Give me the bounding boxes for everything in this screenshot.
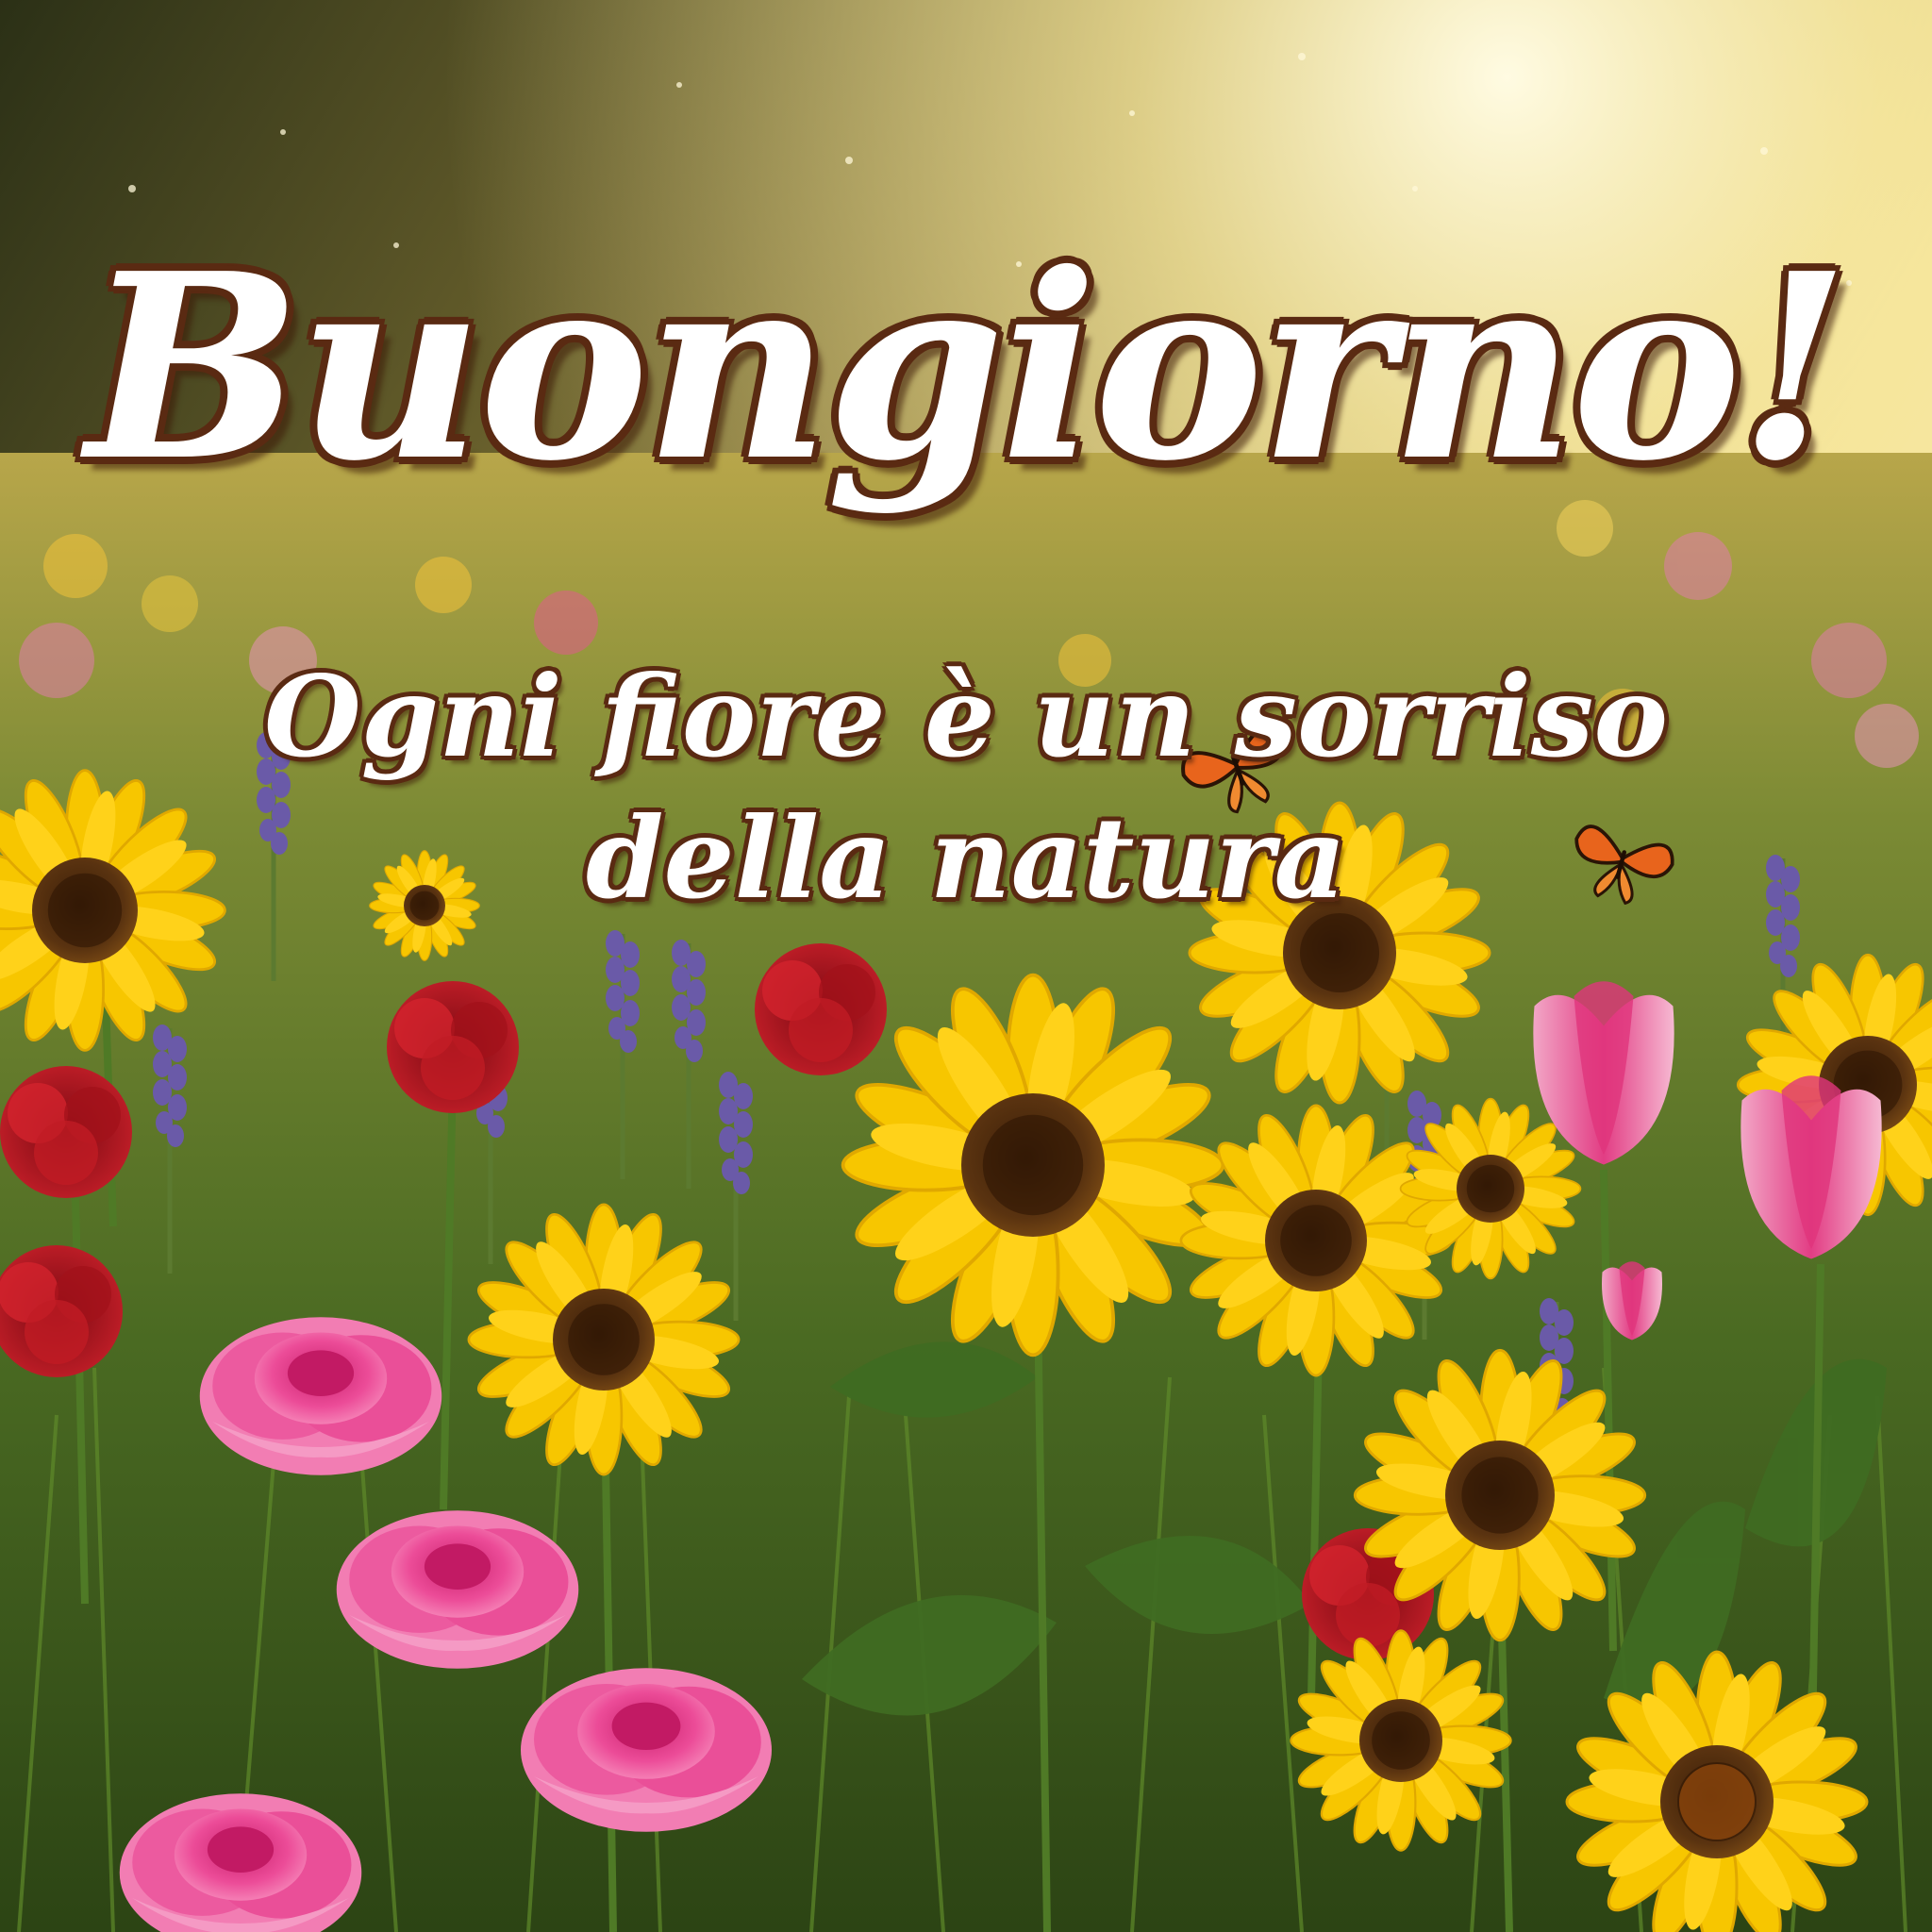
greeting-title: Buongiorno!: [86, 217, 1846, 517]
message-line-1: Ogni fiore è un sorriso: [263, 651, 1669, 782]
message-line-2: della natura: [586, 792, 1346, 924]
